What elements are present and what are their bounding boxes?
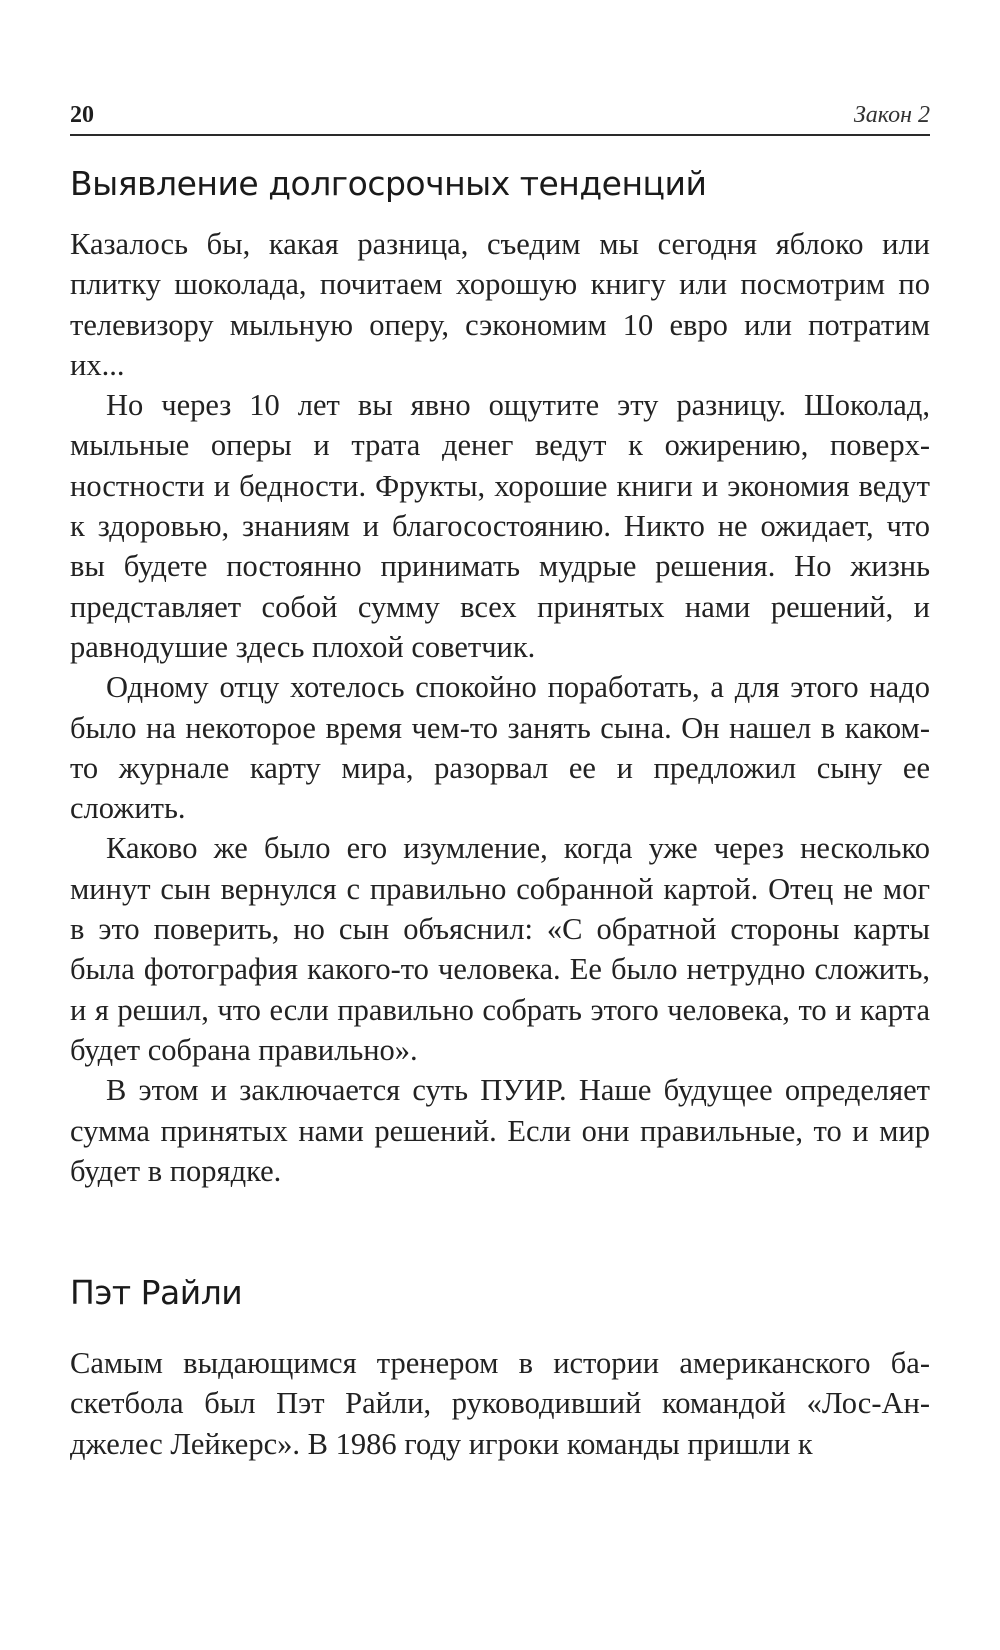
paragraph: Одному отцу хотелось спокойно поработать, а для этого надо было на некоторое время чем-то занять сына. Он нашел в каком-то журнале карту мира, разорвал ее и предложил сыну ее сложить. [70,670,930,826]
section-body [70,224,930,1191]
paragraph: Казалось бы, какая разница, съедим мы сегодня яблоко или плитку шоколада, почитаем хорошую книгу или посмотрим по телевизору мыльную оперу, сэкономим 10 евро или потратим их... [70,227,930,382]
paragraph: Но через 10 лет вы явно ощутите эту разницу. Шоколад, мыльные оперы и трата денег ведут к ожирению, поверхностности и бедности. Фрукты, хорошие книги и экономия ведут к здоровью, знаниям и благосостоянию. Никто не ожидает, что вы будете постоянно принимать мудрые решения. Но жизнь представляет собой сумму всех принятых нами решений, и равнодушие здесь плохой советчик. [70,388,930,664]
section-heading: Пэт Райли [70,1273,243,1312]
page-number: 20 [70,102,94,128]
paragraph: Самым выдающимся тренером в истории американского баскетбола был Пэт Райли, руководивший командой «Лос-Анджелес Лейкерс». В 1986 году игроки команды пришли к [70,1346,930,1461]
section-body [70,1343,930,1464]
chapter-label: Закон 2 [853,102,930,128]
paragraph: В этом и заключается суть ПУИР. Наше будущее определяет сумма принятых нами решений. Если они правильные, то и мир будет в порядке. [70,1073,930,1188]
paragraph: Каково же было его изумление, когда уже через несколько минут сын вернулся с правильно собранной картой. Отец не мог в это поверить, но сын объяснил: «С обратной стороны карты была фотография какого-то человека. Ее было нетрудно сложить, и я решил, что если правильно собрать этого человека, то и карта будет собрана правильно». [70,831,930,1067]
section-heading: Выявление долгосрочных тенденций [70,164,707,203]
running-header [70,100,930,136]
